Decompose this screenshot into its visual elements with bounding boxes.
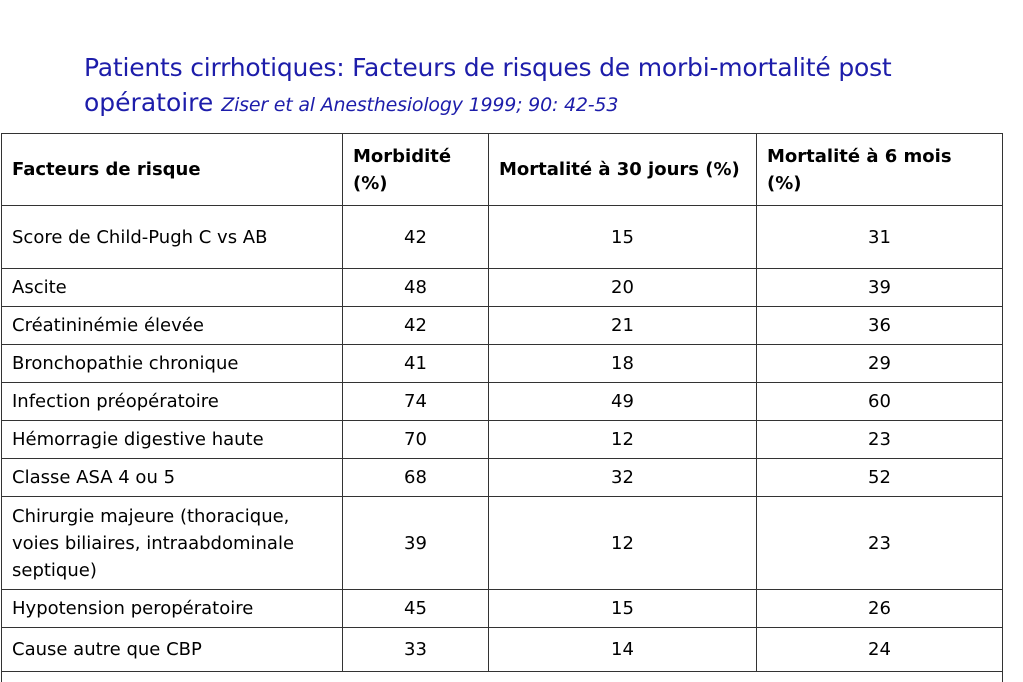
- morbidity-cell: 74: [343, 383, 489, 421]
- table-row: [2, 421, 1003, 459]
- morbidity-cell: 68: [343, 459, 489, 497]
- mortality-30-cell: 15: [489, 590, 757, 628]
- table-row: [2, 345, 1003, 383]
- morbidity-cell: 45: [343, 590, 489, 628]
- table-header-row: [2, 134, 1003, 206]
- table-row: [2, 383, 1003, 421]
- factor-cell: Chirurgie majeure (thoracique, voies biliaires, intraabdominale septique): [2, 497, 343, 590]
- mortality-6m-cell: 24: [757, 628, 1003, 672]
- mortality-30-cell: 12: [489, 421, 757, 459]
- mortality-6m-cell: 31: [757, 206, 1003, 269]
- slide-title: [84, 50, 1023, 123]
- mortality-6m-cell: 26: [757, 590, 1003, 628]
- header-factor: Facteurs de risque: [2, 134, 343, 206]
- morbidity-cell: 42: [343, 206, 489, 269]
- mortality-6m-cell: 36: [757, 307, 1003, 345]
- title-line-2: [84, 85, 1023, 123]
- title-line-1: Patients cirrhotiques: Facteurs de risques de morbi-mortalité post: [84, 53, 892, 82]
- header-mortality-30-days: Mortalité à 30 jours (%): [489, 134, 757, 206]
- factor-cell: Classe ASA 4 ou 5: [2, 459, 343, 497]
- mortality-30-cell: 14: [489, 628, 757, 672]
- factor-cell: Score de Child-Pugh C vs AB: [2, 206, 343, 269]
- table-row: [2, 307, 1003, 345]
- risk-factors-table: [1, 133, 1003, 682]
- mortality-6m-cell: 39: [757, 269, 1003, 307]
- table-row: [2, 206, 1003, 269]
- factor-cell: Infection préopératoire: [2, 383, 343, 421]
- mortality-30-cell: 12: [489, 497, 757, 590]
- mortality-6m-cell: 23: [757, 421, 1003, 459]
- empty-cell: [2, 672, 1003, 682]
- header-morbidity: Morbidité (%): [343, 134, 489, 206]
- factor-cell: Cause autre que CBP: [2, 628, 343, 672]
- mortality-6m-cell: 23: [757, 497, 1003, 590]
- morbidity-cell: 70: [343, 421, 489, 459]
- morbidity-cell: 33: [343, 628, 489, 672]
- factor-cell: Ascite: [2, 269, 343, 307]
- factor-cell: Bronchopathie chronique: [2, 345, 343, 383]
- mortality-30-cell: 32: [489, 459, 757, 497]
- table-row: [2, 590, 1003, 628]
- empty-table-row: [2, 672, 1003, 682]
- table-row: [2, 497, 1003, 590]
- morbidity-cell: 48: [343, 269, 489, 307]
- mortality-30-cell: 18: [489, 345, 757, 383]
- factor-cell: Hémorragie digestive haute: [2, 421, 343, 459]
- mortality-30-cell: 49: [489, 383, 757, 421]
- mortality-30-cell: 20: [489, 269, 757, 307]
- mortality-6m-cell: 60: [757, 383, 1003, 421]
- mortality-30-cell: 15: [489, 206, 757, 269]
- table-row: [2, 628, 1003, 672]
- morbidity-cell: 42: [343, 307, 489, 345]
- mortality-30-cell: 21: [489, 307, 757, 345]
- factor-cell: Créatininémie élevée: [2, 307, 343, 345]
- morbidity-cell: 39: [343, 497, 489, 590]
- morbidity-cell: 41: [343, 345, 489, 383]
- header-mortality-6-months: Mortalité à 6 mois (%): [757, 134, 1003, 206]
- table-row: [2, 459, 1003, 497]
- factor-cell: Hypotension peropératoire: [2, 590, 343, 628]
- citation: Ziser et al Anesthesiology 1999; 90: 42-53: [221, 94, 619, 116]
- mortality-6m-cell: 29: [757, 345, 1003, 383]
- table-row: [2, 269, 1003, 307]
- mortality-6m-cell: 52: [757, 459, 1003, 497]
- title-line-2-main: opératoire: [84, 88, 214, 117]
